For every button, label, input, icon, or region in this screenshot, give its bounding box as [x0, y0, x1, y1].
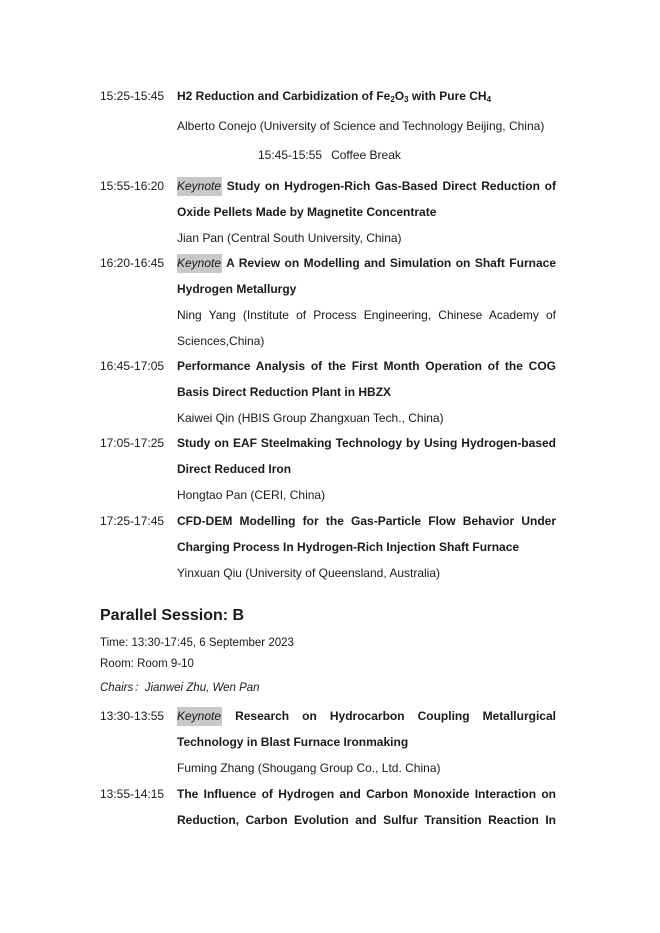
item-author: Alberto Conejo (University of Science and Technology Beijing, China): [177, 119, 545, 133]
break-time: 15:45-15:55: [258, 148, 323, 162]
session-heading: Parallel Session: B: [100, 607, 245, 624]
item-content: [177, 173, 556, 251]
item-content: [177, 430, 556, 508]
item-title: Study on EAF Steelmaking Technology by Using Hydrogen-based: [177, 436, 556, 450]
item-author: Ning Yang (Institute of Process Engineering, Chinese Academy of: [177, 308, 556, 322]
item-time: 16:45-17:05: [100, 359, 165, 373]
item-title: Keynote Study on Hydrogen-Rich Gas-Based Direct Reduction of: [177, 173, 556, 199]
item-time: 17:25-17:45: [100, 514, 165, 528]
item-time: 13:30-13:55: [100, 709, 165, 723]
item-title: H2 Reduction and Carbidization of $Fe_2O_3$ with Pure $CH_4$: [177, 89, 492, 104]
item-content: [177, 781, 556, 833]
session-time: Time: 13:30-17:45, 6 September 2023: [100, 637, 294, 649]
item-author-cont: Sciences,China): [177, 334, 265, 348]
item-title-cont: Reduction, Carbon Evolution and Sulfur Transition Reaction In: [177, 813, 556, 827]
item-title-cont: Technology in Blast Furnace Ironmaking: [177, 735, 409, 749]
item-time: 15:25-15:45: [100, 89, 165, 103]
keynote-badge: Keynote: [177, 707, 222, 726]
item-title-cont: Basis Direct Reduction Plant in HBZX: [177, 385, 392, 399]
item-title: CFD-DEM Modelling for the Gas-Particle Flow Behavior Under: [177, 514, 556, 528]
item-title: Keynote Research on Hydrocarbon Coupling Metallurgical: [177, 703, 556, 729]
item-title-cont: Hydrogen Metallurgy: [177, 282, 297, 296]
item-time: 17:05-17:25: [100, 436, 165, 450]
item-content: [177, 353, 556, 431]
keynote-badge: Keynote: [177, 177, 222, 196]
session-room: Room: Room 9-10: [100, 658, 194, 670]
item-author: Fuming Zhang (Shougang Group Co., Ltd. China): [177, 761, 441, 775]
item-time: 16:20-16:45: [100, 256, 165, 270]
item-title: Keynote A Review on Modelling and Simulation on Shaft Furnace: [177, 250, 556, 276]
coffee-break: [258, 145, 410, 165]
item-author: Kaiwei Qin (HBIS Group Zhangxuan Tech., China): [177, 411, 444, 425]
item-title: The Influence of Hydrogen and Carbon Monoxide Interaction on: [177, 787, 556, 801]
item-content: [177, 508, 556, 586]
item-title-cont: Oxide Pellets Made by Magnetite Concentrate: [177, 205, 437, 219]
item-author: Jian Pan (Central South University, China): [177, 231, 402, 245]
item-content: [177, 703, 556, 781]
item-title: Performance Analysis of the First Month Operation of the COG: [177, 359, 556, 373]
item-author: Yinxuan Qiu (University of Queensland, Australia): [177, 566, 441, 580]
item-content: [177, 83, 556, 139]
item-title-cont: Charging Process In Hydrogen-Rich Injection Shaft Furnace: [177, 540, 520, 554]
item-time: 13:55-14:15: [100, 787, 165, 801]
item-author: Hongtao Pan (CERI, China): [177, 488, 326, 502]
break-label: Coffee Break: [331, 148, 401, 162]
item-content: [177, 250, 556, 354]
item-title-cont: Direct Reduced Iron: [177, 462, 292, 476]
session-chairs: Chairs：Jianwei Zhu, Wen Pan: [100, 682, 260, 694]
item-time: 15:55-16:20: [100, 179, 165, 193]
keynote-badge: Keynote: [177, 254, 222, 273]
